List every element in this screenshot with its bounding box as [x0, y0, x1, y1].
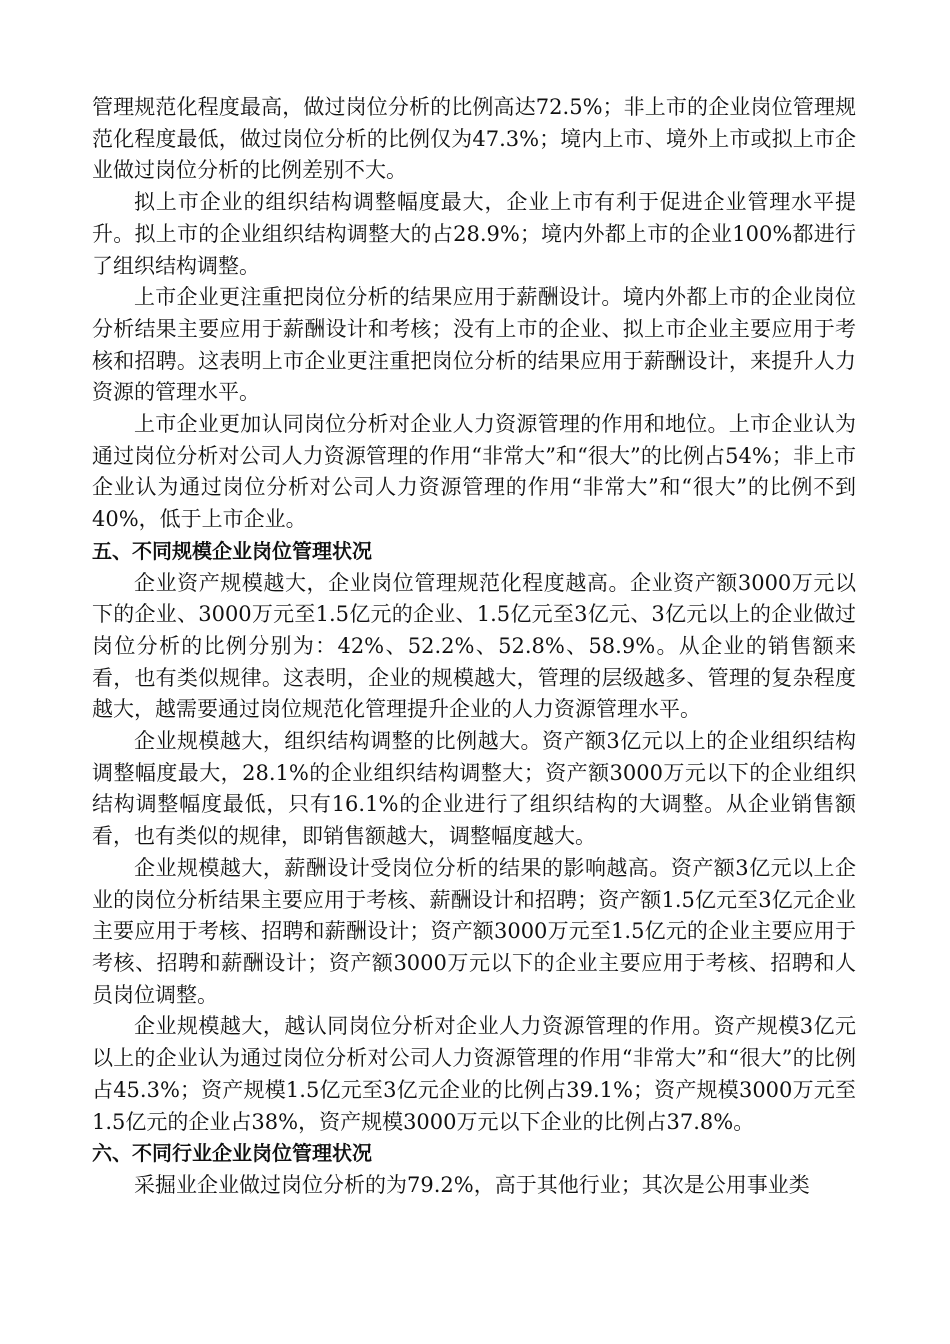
paragraph-salary-design-application: 上市企业更注重把岗位分析的结果应用于薪酬设计。境内外都上市的企业岗位分析结果主要应用于薪酬设计和考核；没有上市的企业、拟上市企业主要应用于考核和招聘。这表明上市企业更注重把岗位分析的结果应用于薪酬设计，来提升人力资源的管理水平。: [92, 285, 856, 405]
paragraph-listed-company-recognition: 上市企业更加认同岗位分析对企业人力资源管理的作用和地位。上市企业认为通过岗位分析对公司人力资源管理的作用“非常大”和“很大”的比例占54%；非上市企业认为通过岗位分析对公司人力资源管理的作用“非常大”和“很大”的比例不到40%，低于上市企业。: [92, 412, 856, 532]
paragraph-scale-recognition: 企业规模越大，越认同岗位分析对企业人力资源管理的作用。资产规模3亿元以上的企业认为通过岗位分析对公司人力资源管理的作用“非常大”和“很大”的比例占45.3%；资产规模1.5亿元至3亿元企业的比例占39.1%；资产规模3000万元至1.5亿元的企业占38%，资产规模3000万元以下企业的比例占37.8%。: [92, 1014, 856, 1134]
paragraph-pre-ipo-restructuring: 拟上市企业的组织结构调整幅度最大，企业上市有利于促进企业管理水平提升。拟上市的企业组织结构调整大的占28.9%；境内外都上市的企业100%都进行了组织结构调整。: [92, 190, 856, 278]
paragraph-listed-company-standardization: 管理规范化程度最高，做过岗位分析的比例高达72.5%；非上市的企业岗位管理规范化程度最低，做过岗位分析的比例仅为47.3%；境内上市、境外上市或拟上市企业做过岗位分析的比例差别不大。: [92, 95, 856, 183]
paragraph-asset-scale-standardization: 企业资产规模越大，企业岗位管理规范化程度越高。企业资产额3000万元以下的企业、3000万元至1.5亿元的企业、1.5亿元至3亿元、3亿元以上的企业做过岗位分析的比例分别为：42%、52.2%、52.8%、58.9%。从企业的销售额来看，也有类似规律。这表明，企业的规模越大，管理的层级越多、管理的复杂程度越大，越需要通过岗位规范化管理提升企业的人力资源管理水平。: [92, 570, 856, 722]
section-heading-industry: 六、不同行业企业岗位管理状况: [92, 1141, 372, 1166]
paragraph-scale-restructuring: 企业规模越大，组织结构调整的比例越大。资产额3亿元以上的企业组织结构调整幅度最大，28.1%的企业组织结构调整大；资产额3000万元以下的企业组织结构调整幅度最低，只有16.1%的企业进行了组织结构的大调整。从企业销售额看，也有类似的规律，即销售额越大，调整幅度越大。: [92, 729, 856, 849]
document-page: [92, 92, 856, 1202]
paragraph-mining-industry: 采掘业企业做过岗位分析的为79.2%，高于其他行业；其次是公用事业类: [134, 1172, 810, 1197]
section-heading-company-size: 五、不同规模企业岗位管理状况: [92, 538, 372, 563]
paragraph-scale-salary-design: 企业规模越大，薪酬设计受岗位分析的结果的影响越高。资产额3亿元以上企业的岗位分析结果主要应用于考核、薪酬设计和招聘；资产额1.5亿元至3亿元企业主要应用于考核、招聘和薪酬设计；资产额3000万元至1.5亿元的企业主要应用于考核、招聘和薪酬设计；资产额3000万元以下的企业主要应用于考核、招聘和人员岗位调整。: [92, 855, 856, 1007]
